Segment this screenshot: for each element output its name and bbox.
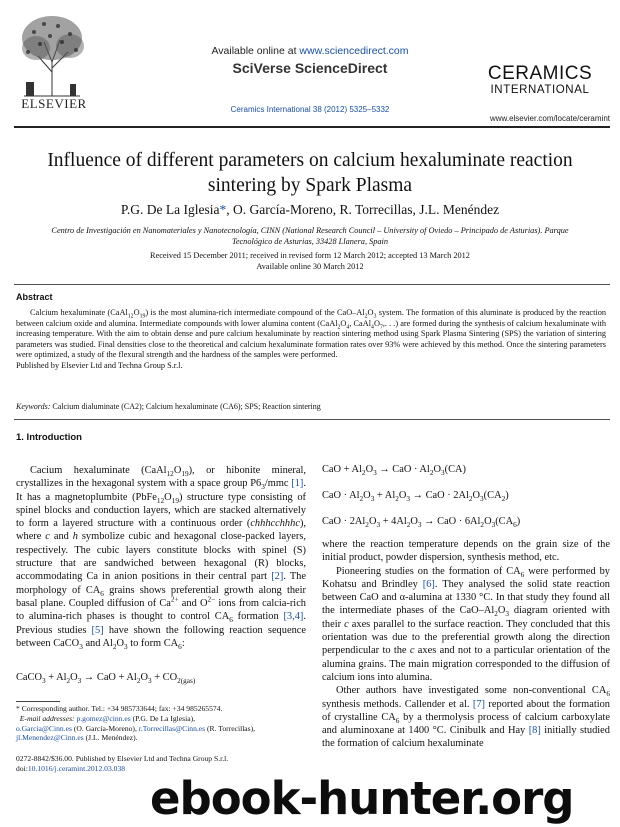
- citation-link[interactable]: [2]: [271, 571, 284, 583]
- equation-4: CaO · $2Al_2O_3 + 4Al_2O_3$ → CaO · $6Al_2O_3(CA_6)$: [322, 516, 521, 530]
- sciencedirect-link[interactable]: www.sciencedirect.com: [299, 45, 409, 57]
- citation-link[interactable]: [5]: [91, 624, 104, 636]
- citation-link[interactable]: [1]: [291, 478, 304, 490]
- citation-link[interactable]: [7]: [472, 698, 486, 710]
- watermark: ebook-hunter.org: [150, 772, 574, 825]
- keywords: Keywords: Calcium dialuminate (CA2); Calcium hexaluminate (CA6); SPS; Reaction sintering: [16, 402, 321, 411]
- footnote: * Corresponding author. Tel.: +34 985733644; fax: +34 985265574. E-mail addresses: p.gomez@cinn.es (P.G. De La Iglesia), o.Garcia@Cinn.es (O. García-Moreno), r.Torrecillas@Cinn.es (R. Torrecillas), jl.Menendez@Cinn.es (J.L. Menéndez).: [16, 704, 256, 743]
- publisher-note: Published by Elsevier Ltd and Techna Group S.r.l.: [16, 360, 183, 370]
- equation-3: CaO · $Al_2O_3 + Al_2O_3$ → CaO · $2Al_2O_3(CA_2)$: [322, 490, 509, 504]
- issn-doi: 0272-8842/$36.00. Published by Elsevier Ltd and Techna Group S.r.l. doi:10.1016/j.ceramint.2012.03.038: [16, 754, 229, 773]
- abstract-bottom-divider: [14, 419, 610, 420]
- journal-citation[interactable]: Ceramics International 38 (2012) 5325–5332: [230, 105, 390, 114]
- citation-link[interactable]: [3,4]: [283, 611, 304, 623]
- equation-2: CaO + $Al_2O_3$ → CaO · $Al_2O_3(CA)$: [322, 464, 466, 478]
- corresponding-author-marker[interactable]: *: [219, 202, 227, 217]
- header-divider: [14, 126, 610, 128]
- email-link[interactable]: jl.Menendez@Cinn.es: [16, 733, 84, 743]
- article-dates: Received 15 December 2011; received in revised form 12 March 2012; accepted 13 March 2012 Available online 30 March 2012: [150, 251, 470, 271]
- publisher-logo-text: ELSEVIER: [21, 96, 87, 111]
- platform-name: SciVerse ScienceDirect: [232, 60, 388, 76]
- email-link[interactable]: o.Garcia@Cinn.es: [16, 723, 72, 733]
- journal-logo-line2: INTERNATIONAL: [490, 84, 590, 96]
- citation-link[interactable]: [8]: [528, 725, 541, 737]
- journal-logo-line1: CERAMICS: [487, 63, 593, 84]
- journal-url[interactable]: www.elsevier.com/locate/ceramint: [489, 114, 610, 123]
- abstract-heading: Abstract: [16, 292, 53, 302]
- available-online-line: Available online at www.sciencedirect.com: [211, 45, 409, 57]
- email-link[interactable]: p.gomez@cinn.es: [76, 713, 131, 723]
- abstract-body: Calcium hexaluminate $(CaAl_{12}O_{19})$ is the most alumina-rich intermediate compound of the CaO–$Al_2O_3$ system. The formation of this aluminate is produced by the reaction between calcium oxide and alumina. Intermediate compounds with lower alumina content ($CaAl_2O_4$, $CaAl_4O_7$,. . .) are formed during the synthesis of calcium hexaluminate with increasing temperature. With the aim to obtain dense and pure calcium hexaluminate by reaction sintering method using Spark Plasma Sintering (SPS) the variation of sintering parameters was studied. Final densities close to the theoretical and calcium hexaluminate formation rates over 93% were achieved by this method. Once the sintering parameters were optimized, a study of the flexural strength and the hardness of the samples were performed. Published by Elsevier Ltd and Techna Group S.r.l.: [16, 308, 607, 370]
- equation-1: CaCO$_3$ + $Al_2O_3$ → CaO + $Al_2O_3 + CO_{2(gas)}$: [16, 672, 196, 686]
- section-heading: 1. Introduction: [16, 432, 82, 443]
- author-list: P.G. De La Iglesia*, O. García-Moreno, R. Torrecillas, J.L. Menéndez: [120, 202, 500, 217]
- elsevier-tree-logo: [14, 12, 90, 98]
- right-column-text: where the reaction temperature depends on the grain size of the initial product, powder dispersion, synthesis method, etc. Pioneering studies on the formation of $CA_6$ were performed by Kohatsu and Brindley [6]. They analysed the solid state reaction between CaO and α-alumina at 1330 °C. In that study they found all the intermediate phases of the CaO–$Al_2O_3$ diagram oriented with their c axes parallel to the surface reaction. They concluded that this orientation was due to the preferential growth along the direction perpendicular to the c axes and not to a particular orientation of the alumina grains. The main migration corresponded to the diffusion of calcium ions into alumina. Other authors have investigated some non-conventional $CA_6$ synthesis methods. Callender et al. [7] reported about the formation of crystalline $CA_6$ by a thermolysis process of calcium carboxylate and aluminoxane at 1400 °C. Cinibulk and Hay [8] initially studied the formation of calcium hexaluminate: [322, 539, 611, 750]
- doi-link[interactable]: 10.1016/j.ceramint.2012.03.038: [27, 763, 126, 773]
- email-link[interactable]: r.Torrecillas@Cinn.es: [138, 723, 206, 733]
- abstract-top-divider: [14, 284, 610, 285]
- left-column-text: Cacium hexaluminate $(CaAl_{12}O_{19})$, or hibonite mineral, crystallizes in the hexagonal system with a space group $P6_3$/mmc [1]. It has a magnetoplumbite $(PbFe_{12}O_{19})$ structure type consisting of spinel blocks and conduction layers, which are stacked alternatively to form a layered structure with a continuous order (chhhcchhhc), where c and h symbolize cubic and hexagonal close-packed layers, respectively. The cubic layers constitute blocks with spinel (S) structure that are sandwiched between hexagonal (R) blocks, accommodating Ca in anion positions in their central part [2]. The morphology of $CA_6$ grains shows preferential growth along their basal plane. Coupled diffusion of $Ca^{2+}$ and $O^{2-}$ ions from calcia-rich to alumina-rich phases is thought to control $CA_6$ formation [3,4]. Previous studies [5] have shown the following reaction sequence between CaCO$_3$ and $Al_2O_3$ to form $CA_6$:: [16, 465, 307, 651]
- footnote-rule: [16, 701, 60, 702]
- affiliation: Centro de Investigación en Nanomateriales y Nanotecnología, CINN (National Research Council – University of Oviedo – Principado de Asturias). Parque Tecnológico de Asturias, 33428 Llanera, Spain: [51, 226, 569, 246]
- citation-link[interactable]: [6]: [422, 578, 435, 590]
- author-1: P.G. De La Iglesia: [120, 202, 220, 217]
- article-title: Influence of different parameters on calcium hexaluminate reaction sintering by Spark Plasma: [47, 150, 573, 196]
